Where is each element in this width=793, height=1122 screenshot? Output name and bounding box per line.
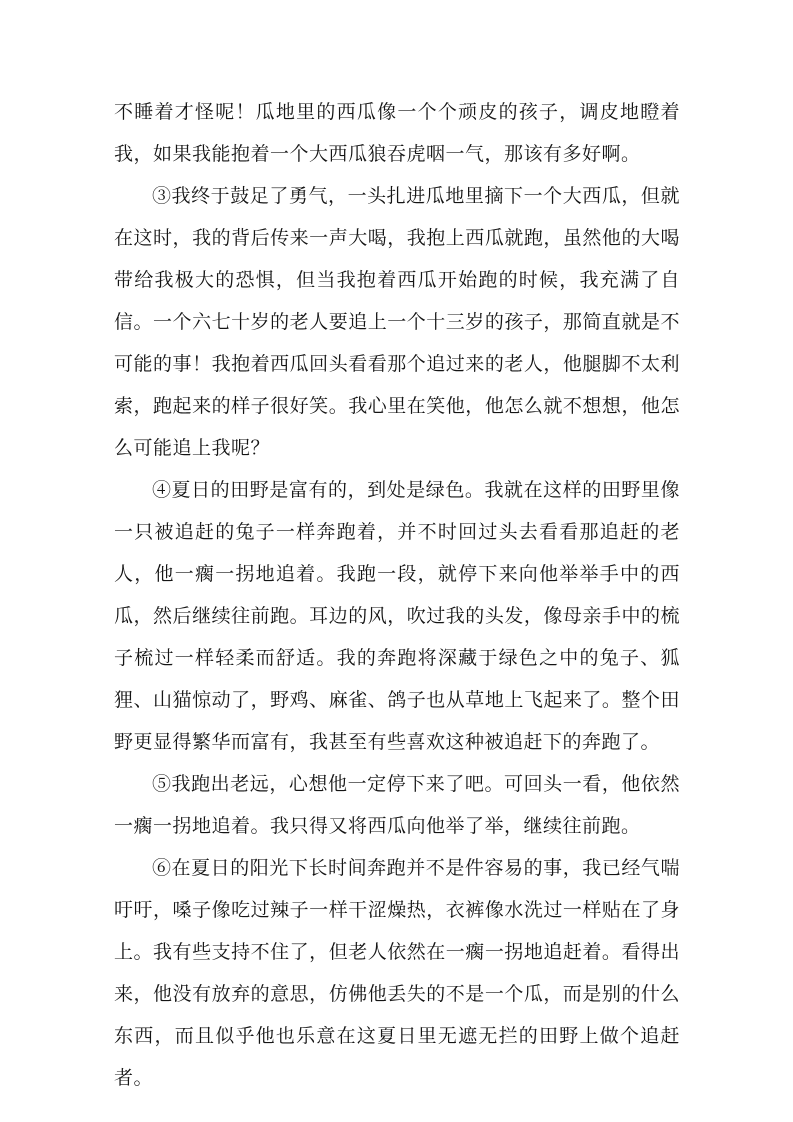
passage-text-block: [114, 92, 680, 1100]
passage-paragraph-6: ⑥在夏日的阳光下长时间奔跑并不是件容易的事，我已经气喘吁吁，嗓子像吃过辣子一样干涩燥热，衣裤像水洗过一样贴在了身上。我有些支持不住了，但老人依然在一瘸一拐地追赶着。看得出来，他没有放弃的意思，仿佛他丢失的不是一个瓜，而是别的什么东西，而且似乎他也乐意在这夏日里无遮无拦的田野上做个追赶者。: [114, 858, 680, 1089]
passage-paragraph-5: ⑤我跑出老远，心想他一定停下来了吧。可回头一看，他依然一瘸一拐地追着。我只得又将西瓜向他举了举，继续往前跑。: [114, 774, 680, 837]
passage-paragraph-4: ④夏日的田野是富有的，到处是绿色。我就在这样的田野里像一只被追赶的兔子一样奔跑着，并不时回过头去看看那追赶的老人，他一瘸一拐地追着。我跑一段，就停下来向他举举手中的西瓜，然后继续往前跑。耳边的风，吹过我的头发，像母亲手中的梳子梳过一样轻柔而舒适。我的奔跑将深藏于绿色之中的兔子、狐狸、山猫惊动了，野鸡、麻雀、鸽子也从草地上飞起来了。整个田野更显得繁华而富有，我甚至有些喜欢这种被追赶下的奔跑了。: [114, 480, 680, 753]
passage-paragraph-continuation: 不睡着才怪呢！瓜地里的西瓜像一个个顽皮的孩子，调皮地瞪着我，如果我能抱着一个大西瓜狼吞虎咽一气，那该有多好啊。: [114, 102, 680, 165]
passage-paragraph-3: ③我终于鼓足了勇气，一头扎进瓜地里摘下一个大西瓜，但就在这时，我的背后传来一声大喝，我抱上西瓜就跑，虽然他的大喝带给我极大的恐惧，但当我抱着西瓜开始跑的时候，我充满了自信。一个六七十岁的老人要追上一个十三岁的孩子，那简直就是不可能的事！我抱着西瓜回头看看那个追过来的老人，他腿脚不太利索，跑起来的样子很好笑。我心里在笑他，他怎么就不想想，他怎么可能追上我呢？: [114, 186, 680, 459]
